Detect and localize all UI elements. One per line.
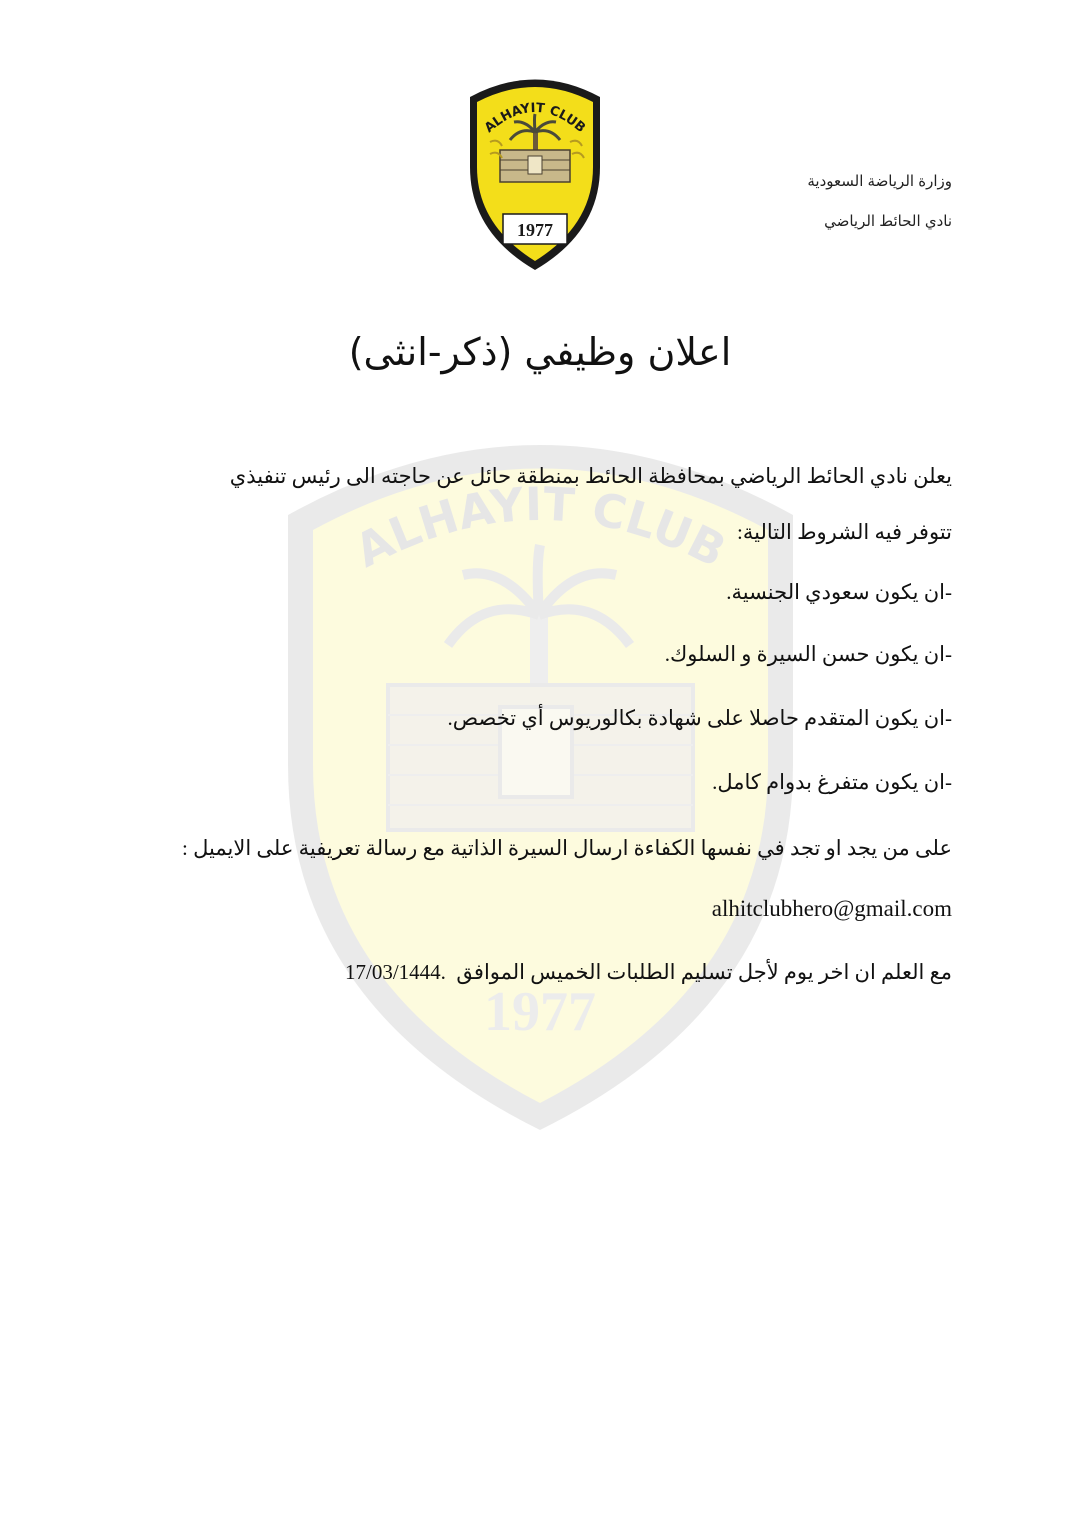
page-title: اعلان وظيفي (ذكر-انثى) — [348, 330, 732, 374]
condition-degree: -ان يكون المتقدم حاصلا على شهادة بكالوريوس أي تخصص. — [447, 706, 952, 730]
condition-conduct: -ان يكون حسن السيرة و السلوك. — [664, 642, 952, 666]
intro-line-2: تتوفر فيه الشروط التالية: — [737, 520, 952, 544]
deadline-text: مع العلم ان اخر يوم لأجل تسليم الطلبات الخميس الموافق — [456, 960, 952, 984]
intro-line-1: يعلن نادي الحائط الرياضي بمحافظة الحائط بمنطقة حائل عن حاجته الى رئيس تنفيذي — [229, 464, 952, 488]
watermark-year: 1977 — [484, 981, 596, 1043]
ministry-name: وزارة الرياضة السعودية — [807, 173, 952, 190]
club-name: نادي الحائط الرياضي — [824, 213, 952, 230]
condition-full-time: -ان يكون متفرغ بدوام كامل. — [712, 770, 952, 794]
application-instructions: على من يجد او تجد في نفسها الكفاءة ارسال السيرة الذاتية مع رسالة تعريفية على الايميل : — [182, 836, 952, 860]
logo-year: 1977 — [517, 220, 553, 240]
condition-nationality: -ان يكون سعودي الجنسية. — [726, 580, 952, 604]
club-logo — [460, 72, 610, 272]
logo-club-name: ALHAYIT CLUB — [481, 100, 589, 136]
deadline-line — [345, 960, 952, 985]
contact-email: alhitclubhero@gmail.com — [711, 896, 952, 921]
deadline-date: 17/03/1444. — [344, 960, 446, 984]
watermark-club-name: ALHAYIT CLUB — [346, 476, 735, 578]
